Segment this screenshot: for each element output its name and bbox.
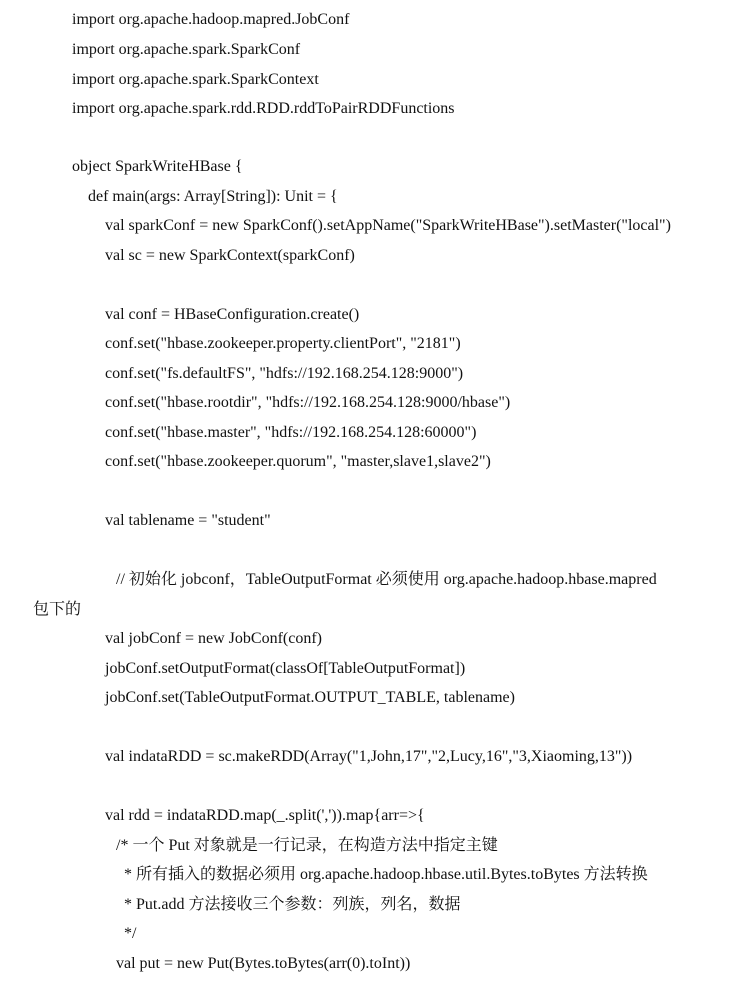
- jobconf-output-format-line: jobConf.setOutputFormat(classOf[TableOutputFormat]): [105, 660, 466, 677]
- conf-set-line: conf.set("hbase.rootdir", "hdfs://192.168.254.128:9000/hbase"): [105, 394, 511, 411]
- jobconf-line: val jobConf = new JobConf(conf): [105, 630, 322, 647]
- conf-set-line: conf.set("hbase.master", "hdfs://192.168.254.128:60000"): [105, 424, 477, 441]
- conf-set-line: conf.set("hbase.zookeeper.quorum", "master,slave1,slave2"): [105, 453, 491, 470]
- block-comment-line: * Put.add 方法接收三个参数：列族，列名，数据: [124, 896, 461, 913]
- block-comment-line: /* 一个 Put 对象就是一行记录，在构造方法中指定主键: [116, 837, 498, 854]
- conf-set-line: conf.set("fs.defaultFS", "hdfs://192.168.254.128:9000"): [105, 365, 464, 382]
- conf-set-line: conf.set("hbase.zookeeper.property.clientPort", "2181"): [105, 335, 461, 352]
- import-rdd-functions: import org.apache.spark.rdd.RDD.rddToPairRDDFunctions: [72, 100, 455, 117]
- rdd-map-line: val rdd = indataRDD.map(_.split(',')).map{arr=>{: [105, 807, 425, 824]
- import-sparkconf: import org.apache.spark.SparkConf: [72, 41, 301, 58]
- tablename-line: val tablename = "student": [105, 512, 271, 529]
- object-declaration: object SparkWriteHBase {: [72, 158, 243, 175]
- block-comment-line: * 所有插入的数据必须用 org.apache.hadoop.hbase.util.Bytes.toBytes 方法转换: [124, 866, 648, 883]
- import-sparkcontext: import org.apache.spark.SparkContext: [72, 71, 319, 88]
- hbase-conf-line: val conf = HBaseConfiguration.create(): [105, 306, 360, 323]
- indata-rdd-line: val indataRDD = sc.makeRDD(Array("1,John,17","2,Lucy,16","3,Xiaoming,13")): [105, 748, 633, 765]
- import-jobconf: import org.apache.hadoop.mapred.JobConf: [72, 11, 350, 28]
- comment-line: // 初始化 jobconf，TableOutputFormat 必须使用 org.apache.hadoop.hbase.mapred: [116, 571, 657, 588]
- main-declaration: def main(args: Array[String]): Unit = {: [88, 188, 338, 205]
- block-comment-end: */: [124, 925, 137, 942]
- spark-conf-line: val sparkConf = new SparkConf().setAppName("SparkWriteHBase").setMaster("local"): [105, 217, 671, 234]
- comment-wrap-line: 包下的: [33, 601, 82, 618]
- put-line: val put = new Put(Bytes.toBytes(arr(0).toInt)): [116, 955, 411, 972]
- spark-context-line: val sc = new SparkContext(sparkConf): [105, 247, 355, 264]
- jobconf-set-table-line: jobConf.set(TableOutputFormat.OUTPUT_TABLE, tablename): [105, 689, 515, 706]
